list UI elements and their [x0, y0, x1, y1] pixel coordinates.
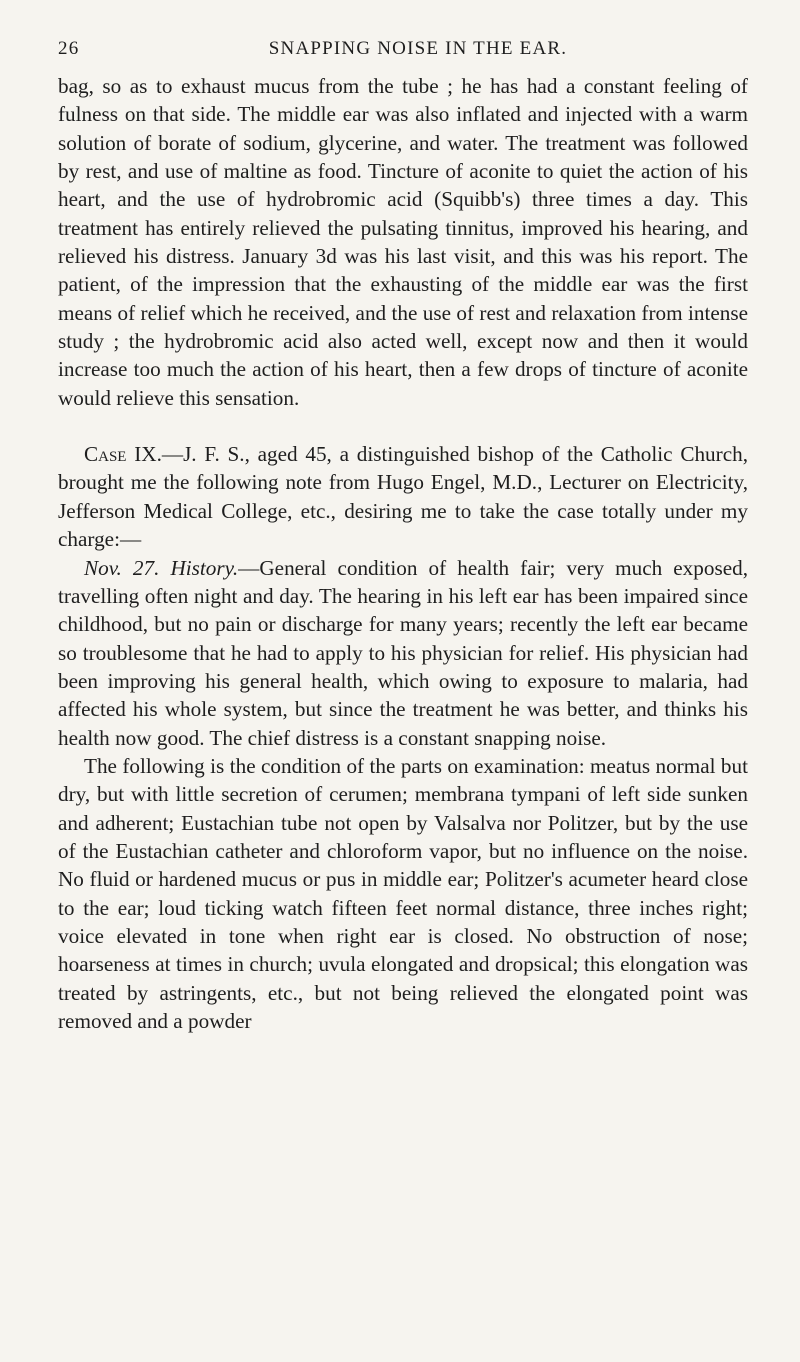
running-head — [58, 38, 748, 72]
paragraph-case-ix — [58, 440, 748, 553]
history-text: —General condition of health fair; very much exposed, travelling often night and day. The hearing in his left ear has been impaired since childhood, but no pain or discharge for many years; recently the left ear became so troublesome that he had to apply to his physician for relief. His physician had been improving his general health, which owing to exposure to malaria, had affected his whole system, but since the treatment he was better, and thinks his health now good. The chief distress is a constant snapping noise. — [58, 555, 749, 750]
paragraph-continuation: bag, so as to exhaust mucus from the tube ; he has had a constant feeling of fulness on that side. The middle ear was also inflated and injected with a warm solution of borate of sodium, glycerine, and water. The treatment was followed by rest, and use of maltine as food. Tincture of aconite to quiet the action of his heart, and the use of hydrobromic acid (Squibb's) three times a day. This treatment has entirely relieved the pulsating tinnitus, improved his hearing, and relieved his distress. January 3d was his last visit, and this was his report. The patient, of the impression that the exhausting of the middle ear was the first means of relief which he received, and the use of rest and relaxation from intense study ; the hydrobromic acid also acted well, except now and then it would increase too much the action of his heart, then a few drops of tincture of aconite would relieve this sensation. — [58, 74, 748, 410]
paragraph-history — [58, 554, 748, 752]
case-label: Case IX. — [84, 442, 162, 467]
history-date: Nov. 27. — [84, 555, 160, 580]
body-text — [58, 72, 748, 1035]
paragraph-examination: The following is the condition of the parts on examination: meatus normal but dry, but with little secretion of cerumen; membrana tympani of left side sunken and adherent; Eustachian tube not open by Valsalva nor Politzer, but by the use of the Eustachian catheter and chloroform vapor, but no influence on the noise. No fluid or hardened mucus or pus in middle ear; Politzer's acumeter heard close to the ear; loud ticking watch fifteen feet normal distance, three inches right; voice elevated in tone when right ear is closed. No obstruction of nose; hoarseness at times in church; uvula elongated and dropsical; this elongation was treated by astringents, etc., but not being relieved the elongated point was removed and a powder — [58, 753, 748, 1033]
page-number: 26 — [58, 38, 80, 59]
history-label: History. — [170, 555, 239, 580]
running-title: SNAPPING NOISE IN THE EAR. — [268, 38, 568, 59]
case-ix-text: —J. F. S., aged 45, a distinguished bishop of the Catholic Church, brought me the following note from Hugo Engel, M.D., Lecturer on Electricity, Jefferson Medical College, etc., desiring me to take the case totally under my charge:— — [58, 442, 748, 552]
